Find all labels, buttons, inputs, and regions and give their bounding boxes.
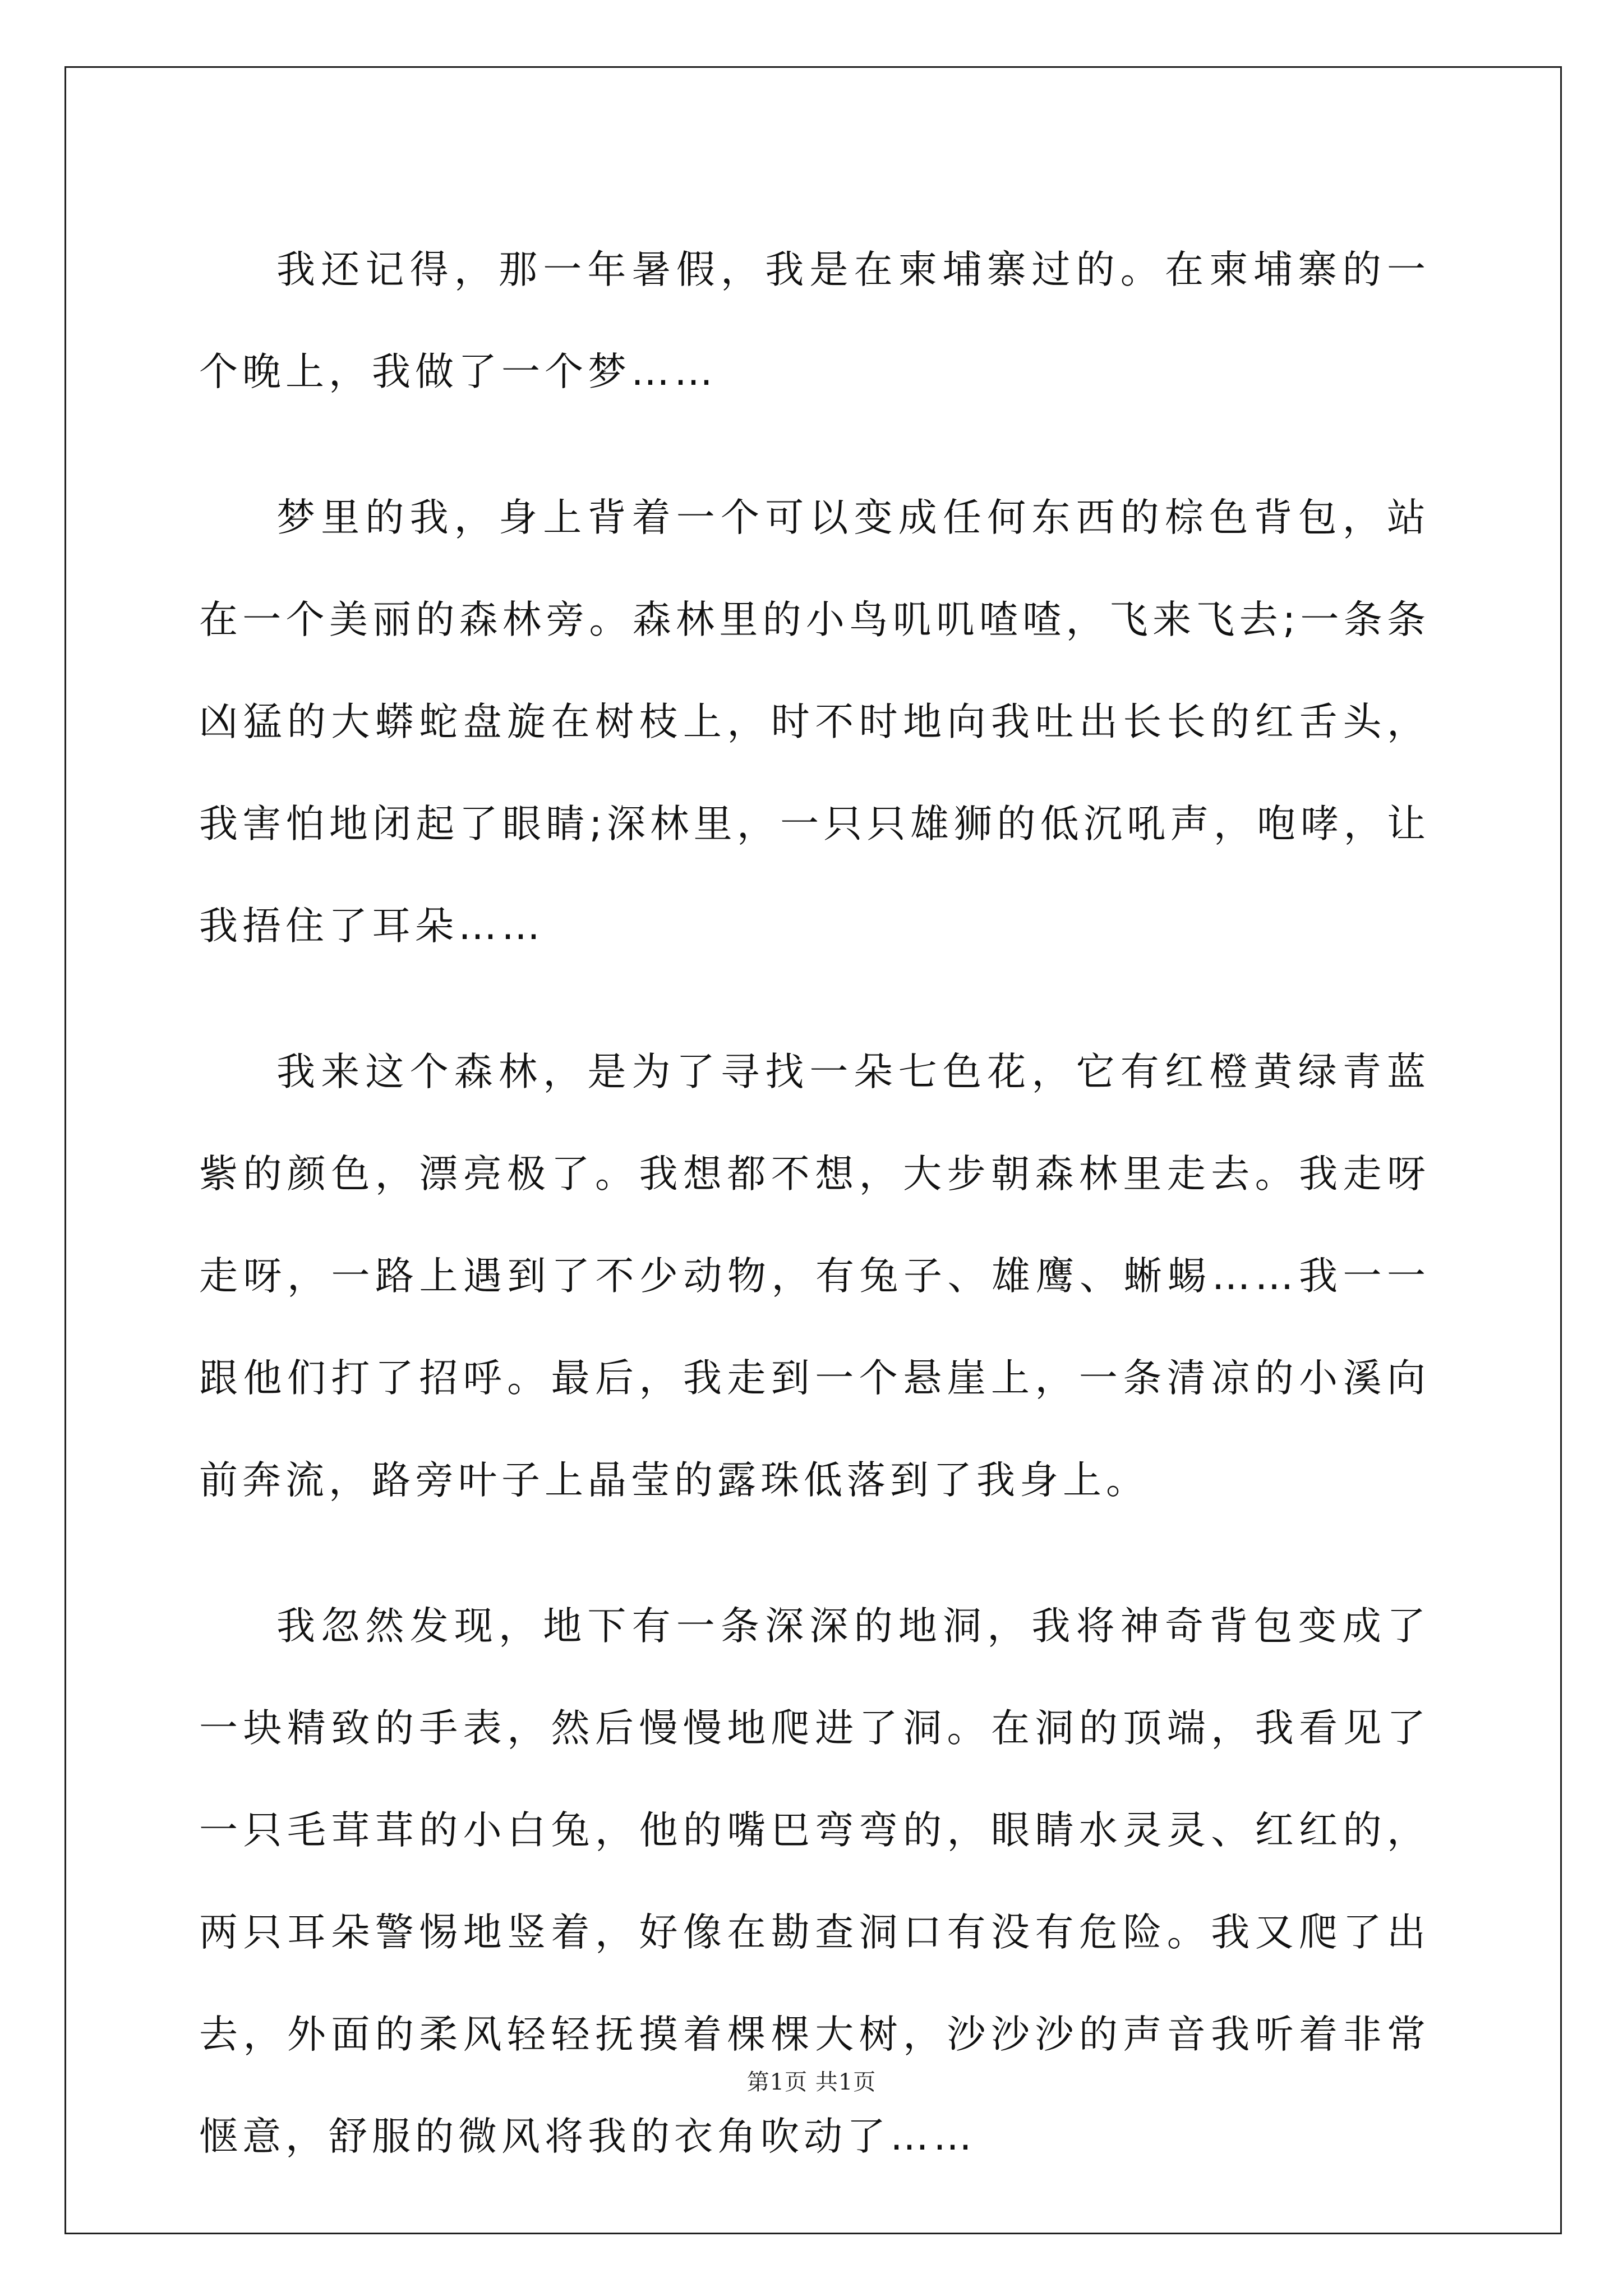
paragraph-2: 梦里的我，身上背着一个可以变成任何东西的棕色背包，站在一个美丽的森林旁。森林里的小鸟叽叽喳喳，飞来飞去;一条条凶猛的大蟒蛇盘旋在树枝上，时不时地向我吐出长长的红舌头，我害怕地闭起了眼睛;深林里，一只只雄狮的低沉吼声，咆哮，让我捂住了耳朵…… (199, 495, 1430, 949)
page-number-footer: 第1页 共1页 (746, 2069, 877, 2095)
paragraph-4: 我忽然发现，地下有一条深深的地洞，我将神奇背包变成了一块精致的手表，然后慢慢地爬进了洞。在洞的顶端，我看见了一只毛茸茸的小白兔，他的嘴巴弯弯的，眼睛水灵灵、红红的，两只耳朵警惕地竖着，好像在勘查洞口有没有危险。我又爬了出去，外面的柔风轻轻抚摸着棵棵大树，沙沙沙的声音我听着非常惬意，舒服的微风将我的衣角吹动了…… (199, 1604, 1430, 2159)
paragraph-3: 我来这个森林，是为了寻找一朵七色花，它有红橙黄绿青蓝紫的颜色，漂亮极了。我想都不想，大步朝森林里走去。我走呀走呀，一路上遇到了不少动物，有兔子、雄鹰、蜥蜴……我一一跟他们打了招呼。最后，我走到一个悬崖上，一条清凉的小溪向前奔流，路旁叶子上晶莹的露珠低落到了我身上。 (199, 1050, 1430, 1503)
paragraph-1: 我还记得，那一年暑假，我是在柬埔寨过的。在柬埔寨的一个晚上，我做了一个梦…… (199, 247, 1430, 394)
document-body (199, 219, 1430, 2231)
